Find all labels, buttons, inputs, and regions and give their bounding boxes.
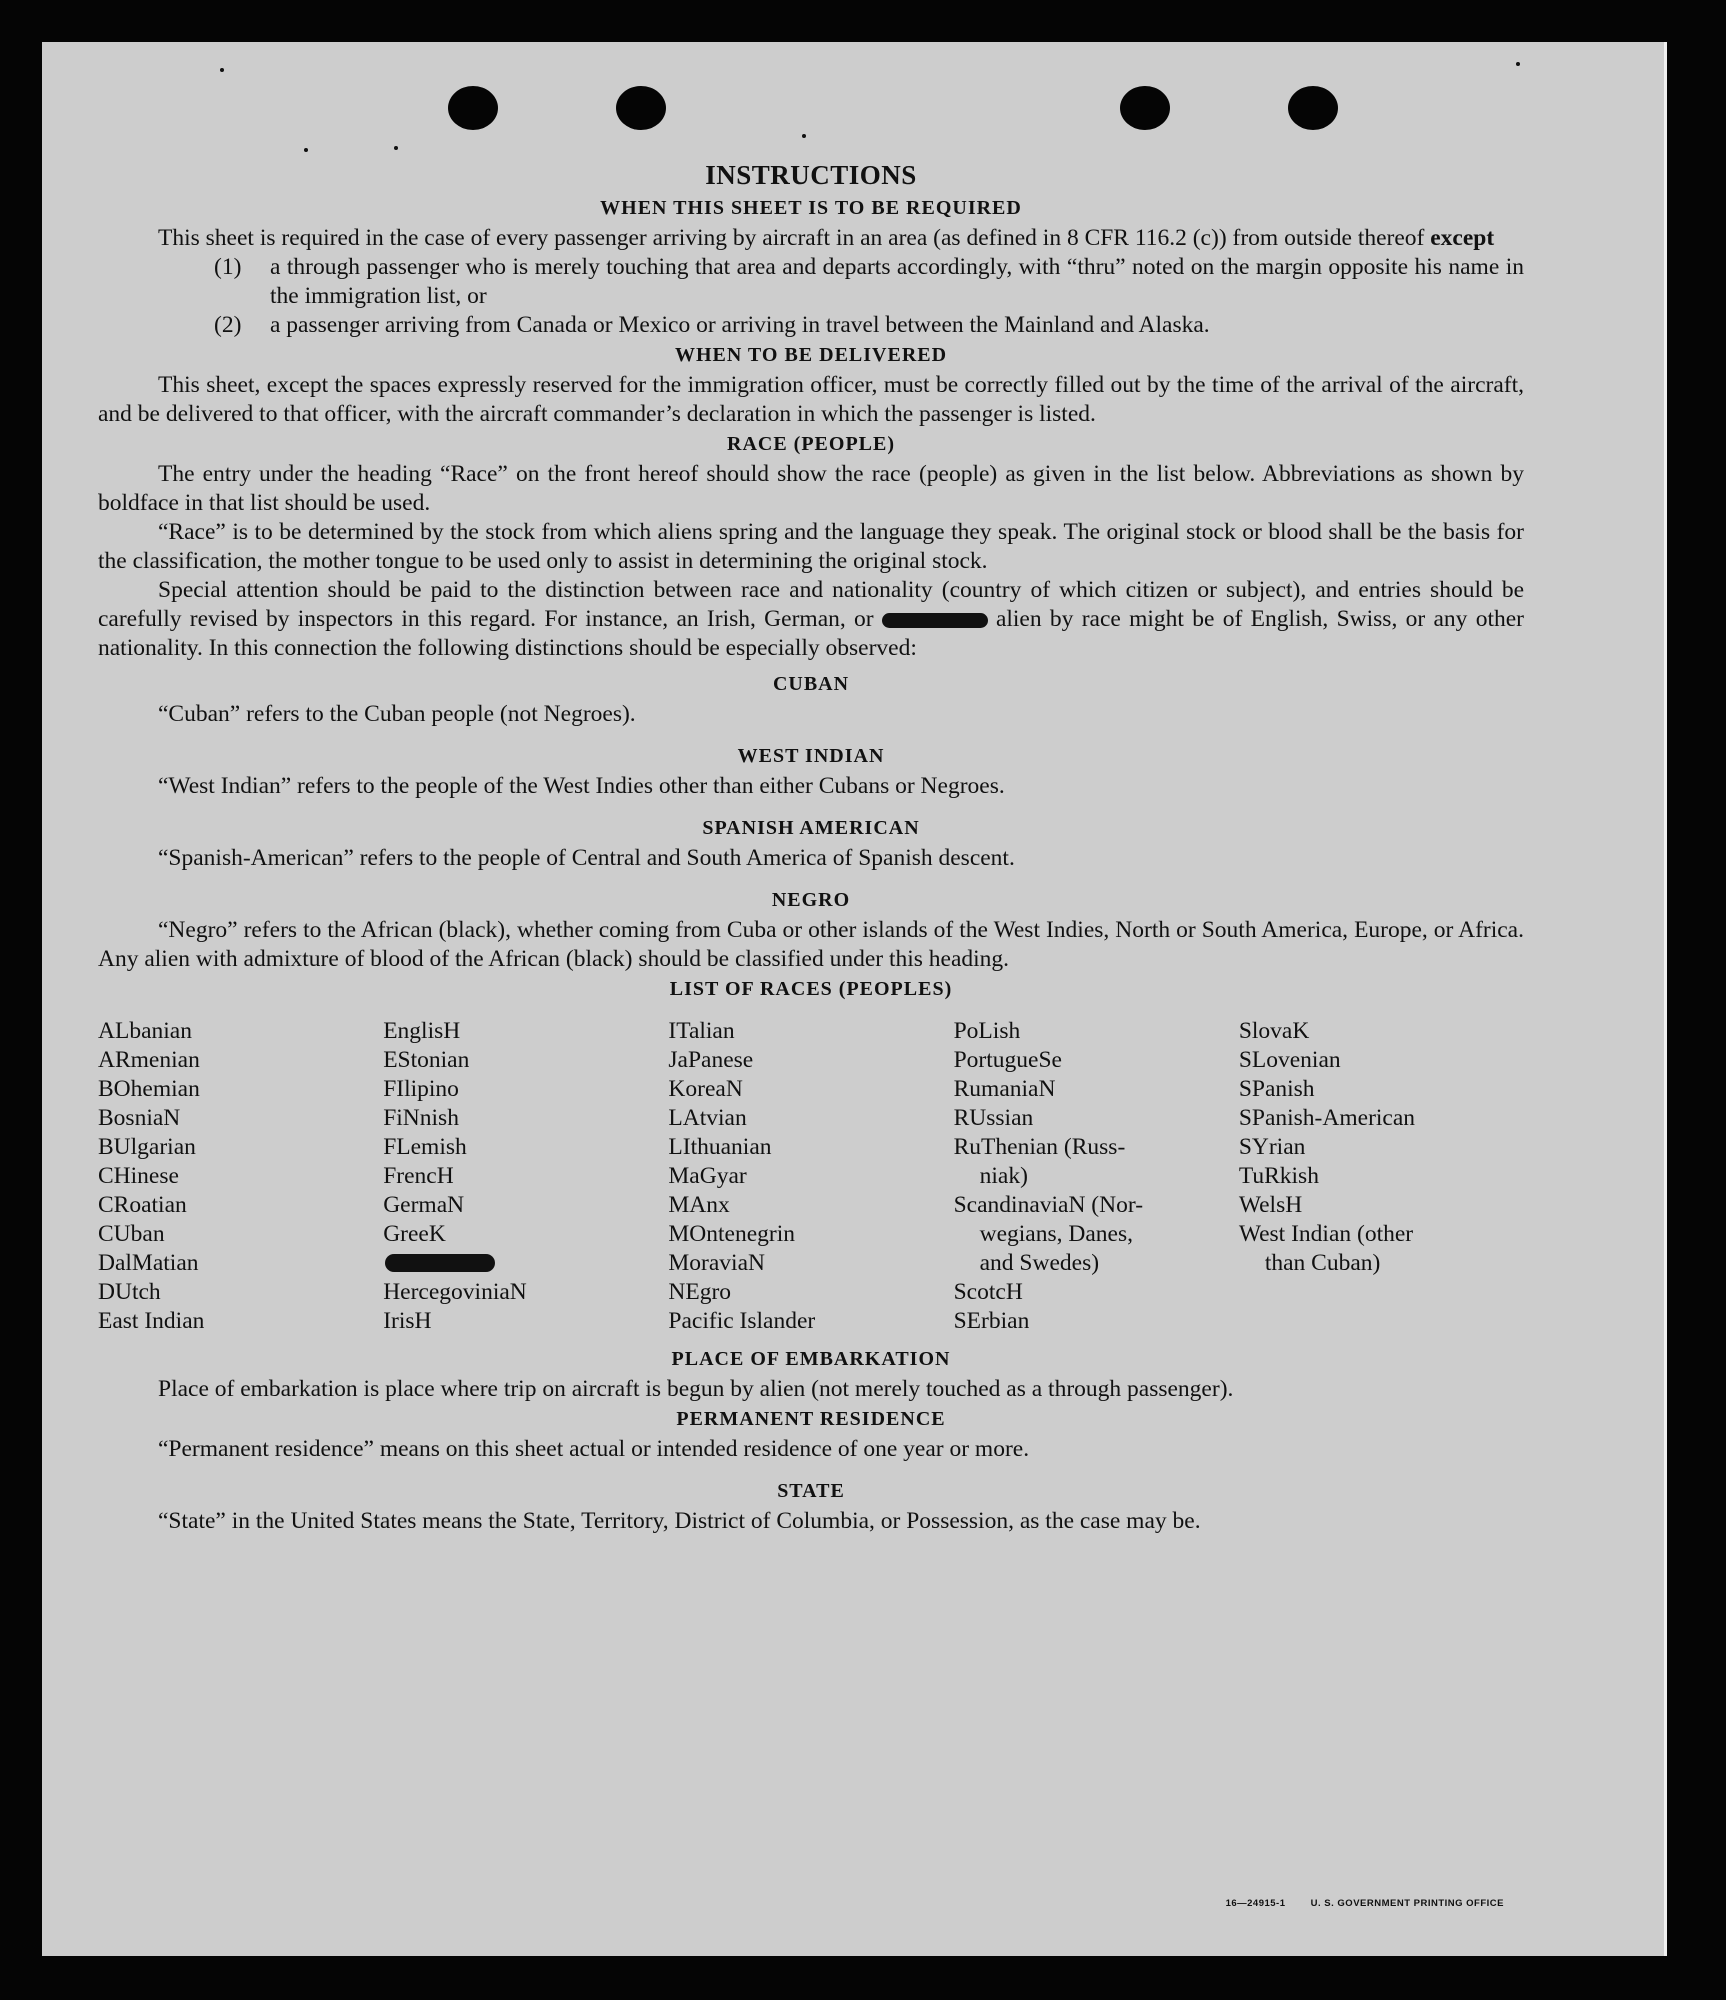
redaction-mark xyxy=(882,613,988,628)
race-item: RUssian xyxy=(953,1105,1034,1131)
heading-delivered: WHEN TO BE DELIVERED xyxy=(674,344,948,366)
residence-text: “Permanent residence” means on this sheet actual or intended residence of one year or more. xyxy=(158,1436,1030,1462)
race-item: EStonian xyxy=(383,1047,470,1073)
punch-hole xyxy=(1288,86,1338,130)
race-item: HercegoviniaN xyxy=(383,1279,527,1305)
speck xyxy=(802,134,806,138)
speck xyxy=(1516,62,1520,66)
race-item: PoLish xyxy=(953,1018,1021,1044)
heading-state: STATE xyxy=(777,1480,845,1502)
race-item: BOhemian xyxy=(98,1076,200,1102)
race-item: IrisH xyxy=(383,1308,432,1334)
west-indian-text: “West Indian” refers to the people of the West Indies other than either Cubans or Negroes. xyxy=(158,773,1005,799)
race-paragraph-3b: alien by race might be of English, Swiss, or any other nationality. In this connection the following distinctions should be especially observed: xyxy=(98,606,1525,661)
required-intro xyxy=(98,224,1524,253)
race-item: ScotcH xyxy=(953,1279,1023,1305)
required-item-1 xyxy=(214,253,1524,311)
race-item: MoraviaN xyxy=(668,1250,765,1276)
punch-hole xyxy=(1120,86,1170,130)
race-item: ARmenian xyxy=(98,1047,200,1073)
speck xyxy=(304,148,308,152)
race-item: KoreaN xyxy=(668,1076,743,1102)
document-sheet xyxy=(42,42,1667,1956)
delivered-text: This sheet, except the spaces expressly reserved for the immigration officer, must be correctly filled out by the time of the arrival of the aircraft, and be delivered to that officer, with the aircraft commander’s declaration in which the passenger is listed. xyxy=(98,372,1524,427)
race-item: MAnx xyxy=(668,1192,730,1218)
race-item: MaGyar xyxy=(668,1163,747,1189)
race-item: SPanish-American xyxy=(1238,1105,1416,1131)
race-item: RuThenian (Russ- xyxy=(953,1134,1126,1160)
race-item: MOntenegrin xyxy=(668,1221,796,1247)
embarkation-text: Place of embarkation is place where trip on aircraft is begun by alien (not merely touched as a through passenger). xyxy=(158,1376,1234,1402)
heading-west-indian: WEST INDIAN xyxy=(737,745,885,767)
race-item-continuation: than Cuban) xyxy=(1264,1250,1381,1276)
redaction-mark xyxy=(385,1254,495,1272)
race-item: FIlipino xyxy=(383,1076,459,1102)
spacer xyxy=(98,729,1524,741)
race-item: West Indian (other xyxy=(1238,1221,1414,1247)
item-number: (1) xyxy=(214,254,242,280)
race-item: GermaN xyxy=(383,1192,465,1218)
item-text: a through passenger who is merely touching that area and departs accordingly, with “thru” noted on the margin opposite his name in the immigration list, or xyxy=(270,254,1524,309)
race-item: WelsH xyxy=(1238,1192,1303,1218)
speck xyxy=(394,146,398,150)
race-item: CHinese xyxy=(98,1163,179,1189)
race-item: LIthuanian xyxy=(668,1134,772,1160)
races-list xyxy=(98,1017,1524,1336)
required-item-2 xyxy=(214,311,1524,340)
page-title: INSTRUCTIONS xyxy=(705,160,917,190)
heading-list-of-races: LIST OF RACES (PEOPLES) xyxy=(669,978,953,1000)
races-column-2 xyxy=(383,1017,668,1336)
race-item: BosniaN xyxy=(98,1105,181,1131)
races-column-4 xyxy=(954,1017,1239,1336)
race-item: DalMatian xyxy=(98,1250,199,1276)
instructions-content xyxy=(98,160,1524,1536)
race-item-continuation: and Swedes) xyxy=(979,1250,1100,1276)
race-item: SLovenian xyxy=(1238,1047,1341,1073)
heading-race: RACE (PEOPLE) xyxy=(727,433,895,455)
heading-embarkation: PLACE OF EMBARKATION xyxy=(671,1348,951,1370)
race-item-continuation: niak) xyxy=(979,1163,1028,1189)
race-item: ITalian xyxy=(668,1018,735,1044)
required-intro-bold: except xyxy=(1430,225,1495,251)
race-item: CUban xyxy=(98,1221,165,1247)
spacer xyxy=(98,801,1524,813)
heading-residence: PERMANENT RESIDENCE xyxy=(676,1408,946,1430)
race-paragraph-1: The entry under the heading “Race” on the front hereof should show the race (people) as given in the list below. Abbreviations as shown by boldface in that list should be used. xyxy=(98,461,1524,516)
race-item: ALbanian xyxy=(98,1018,192,1044)
heading-spanish-american: SPANISH AMERICAN xyxy=(702,817,920,839)
race-item-continuation: wegians, Danes, xyxy=(979,1221,1133,1247)
heading-required: WHEN THIS SHEET IS TO BE REQUIRED xyxy=(600,197,1022,219)
race-item: SPanish xyxy=(1238,1076,1315,1102)
races-column-5 xyxy=(1239,1017,1524,1336)
state-text: “State” in the United States means the State, Territory, District of Columbia, or Possession, as the case may be. xyxy=(158,1508,1201,1534)
race-paragraph-3a: Special attention should be paid to the distinction between race and nationality (country of which citizen or subject), and entries should be carefully revised by inspectors in this regard. For instance, an Irish, German, or xyxy=(98,577,1524,632)
spacer xyxy=(98,1464,1524,1476)
race-item: FiNnish xyxy=(383,1105,459,1131)
race-item: BUlgarian xyxy=(98,1134,196,1160)
form-number: 16—24915-1 xyxy=(1225,1898,1286,1909)
race-item: SlovaK xyxy=(1238,1018,1310,1044)
races-column-3 xyxy=(668,1017,953,1336)
cuban-text: “Cuban” refers to the Cuban people (not Negroes). xyxy=(158,701,636,727)
required-intro-text: This sheet is required in the case of every passenger arriving by aircraft in an area (as defined in 8 CFR 116.2 (c)) from outside thereof xyxy=(158,225,1431,251)
item-text: a passenger arriving from Canada or Mexico or arriving in travel between the Mainland and Alaska. xyxy=(270,312,1210,338)
race-item: EnglisH xyxy=(383,1018,461,1044)
race-paragraph-3 xyxy=(98,576,1524,663)
punch-hole xyxy=(616,86,666,130)
race-item: TuRkish xyxy=(1238,1163,1319,1189)
heading-negro: NEGRO xyxy=(771,889,851,911)
printer-imprint xyxy=(1204,1898,1504,1909)
race-item: ScandinaviaN (Nor- xyxy=(953,1192,1144,1218)
race-item: Pacific Islander xyxy=(668,1308,816,1334)
races-column-1 xyxy=(98,1017,383,1336)
race-item: East Indian xyxy=(98,1308,205,1334)
race-item: JaPanese xyxy=(668,1047,754,1073)
printer-name: U. S. GOVERNMENT PRINTING OFFICE xyxy=(1310,1898,1504,1909)
race-item: CRoatian xyxy=(98,1192,187,1218)
race-item: NEgro xyxy=(668,1279,732,1305)
race-paragraph-2: “Race” is to be determined by the stock from which aliens spring and the language they speak. The original stock or blood shall be the basis for the classification, the mother tongue to be used only to assist in determining the original stock. xyxy=(98,519,1524,574)
race-item: SErbian xyxy=(953,1308,1030,1334)
race-item: SYrian xyxy=(1238,1134,1306,1160)
spanish-american-text: “Spanish-American” refers to the people of Central and South America of Spanish descent. xyxy=(158,845,1015,871)
speck xyxy=(220,68,224,72)
race-item: LAtvian xyxy=(668,1105,747,1131)
race-item: PortugueSe xyxy=(953,1047,1062,1073)
race-item: FLemish xyxy=(383,1134,467,1160)
spacer xyxy=(98,873,1524,885)
race-item: DUtch xyxy=(98,1279,161,1305)
punch-hole xyxy=(448,86,498,130)
race-item: FrencH xyxy=(383,1163,454,1189)
race-item: RumaniaN xyxy=(953,1076,1056,1102)
item-number: (2) xyxy=(214,312,242,338)
race-item: GreeK xyxy=(383,1221,446,1247)
heading-cuban: CUBAN xyxy=(772,673,850,695)
negro-text: “Negro” refers to the African (black), whether coming from Cuba or other islands of the West Indies, North or South America, Europe, or Africa. Any alien with admixture of blood of the African (black) should be classified under this heading. xyxy=(98,917,1524,972)
